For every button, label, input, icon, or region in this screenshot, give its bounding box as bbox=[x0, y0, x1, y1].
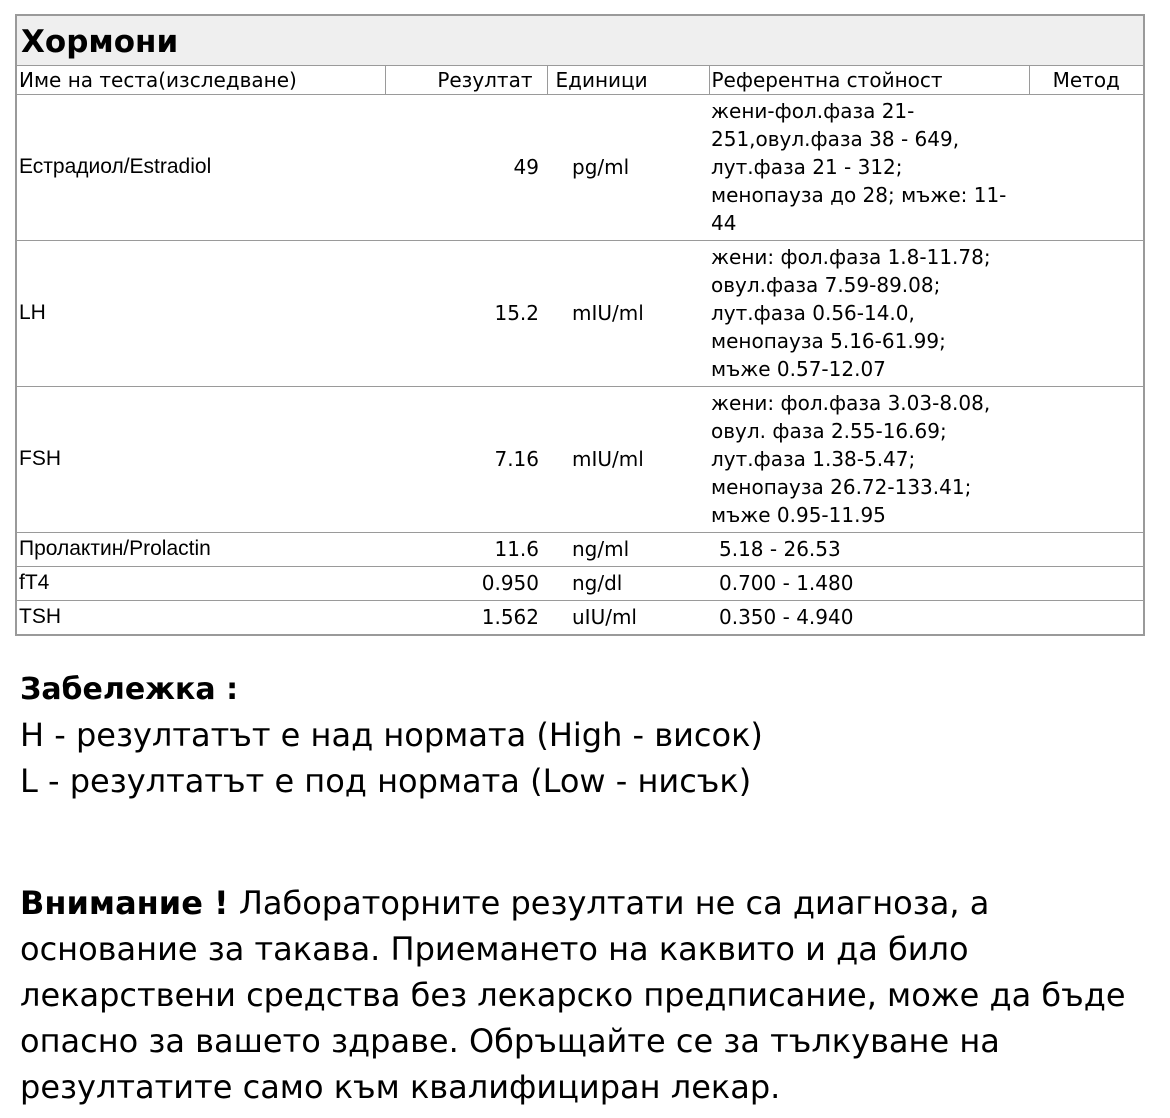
table-row bbox=[17, 386, 1143, 532]
table-row bbox=[17, 566, 1143, 600]
test-reference: 0.350 - 4.940 bbox=[719, 605, 854, 630]
test-unit: ng/ml bbox=[547, 532, 709, 566]
test-result: 49 bbox=[385, 94, 547, 240]
test-name: fT4 bbox=[17, 566, 385, 600]
test-reference: 0.700 - 1.480 bbox=[709, 566, 1029, 600]
notes-title: Забележка : bbox=[20, 672, 239, 707]
test-result: 0.950 bbox=[385, 566, 547, 600]
test-reference: жени: фол.фаза 1.8-11.78; овул.фаза 7.59-89.08; лут.фаза 0.56-14.0, менопауза 5.16-61.99; мъже 0.57-12.07 bbox=[709, 240, 1029, 386]
test-name: TSH bbox=[19, 605, 61, 629]
header-result: Резултат bbox=[385, 66, 547, 94]
test-result: 1.562 bbox=[481, 605, 539, 630]
note-low: L - резултатът е под нормата (Low - нисък) bbox=[20, 762, 752, 800]
section-title: Хормони bbox=[17, 16, 1143, 66]
results-table bbox=[17, 66, 1143, 634]
test-name: Естрадиол/Estradiol bbox=[17, 94, 385, 240]
table-row bbox=[17, 600, 1143, 634]
test-reference: жени: фол.фаза 3.03-8.08, овул. фаза 2.55-16.69; лут.фаза 1.38-5.47; менопауза 26.72-133.41; мъже 0.95-11.95 bbox=[709, 386, 1029, 532]
test-unit: uIU/ml bbox=[572, 605, 637, 630]
test-method bbox=[1029, 94, 1143, 240]
test-result: 15.2 bbox=[385, 240, 547, 386]
header-reference: Референтна стойност bbox=[709, 66, 1029, 94]
test-method bbox=[1029, 240, 1143, 386]
header-units: Единици bbox=[547, 66, 709, 94]
header-test-name: Име на теста(изследване) bbox=[17, 66, 385, 94]
test-result: 7.16 bbox=[385, 386, 547, 532]
test-result: 11.6 bbox=[385, 532, 547, 566]
test-name: FSH bbox=[17, 386, 385, 532]
warning-label: Внимание ! bbox=[20, 884, 229, 922]
test-name: LH bbox=[17, 240, 385, 386]
test-name: Пролактин/Prolactin bbox=[17, 532, 385, 566]
test-unit: pg/ml bbox=[547, 94, 709, 240]
table-row bbox=[17, 532, 1143, 566]
note-high: H - резултатът е над нормата (High - висок) bbox=[20, 716, 763, 754]
warning-text: Лабораторните резултати не са диагноза, а основание за такава. Приемането на каквито и да било лекарствени средства без лекарско предписание, може да бъде опасно за вашето здраве. Обръщайте се за тълкуване на резултатите само към квалифициран лекар. bbox=[20, 884, 1126, 1106]
test-unit: ng/dl bbox=[547, 566, 709, 600]
table-header-row bbox=[17, 66, 1143, 94]
test-method bbox=[1029, 566, 1143, 600]
table-row bbox=[17, 240, 1143, 386]
test-method bbox=[1029, 386, 1143, 532]
table-row bbox=[17, 94, 1143, 240]
warning-section bbox=[20, 880, 1155, 1110]
notes-section bbox=[20, 668, 1150, 804]
test-reference: 5.18 - 26.53 bbox=[709, 532, 1029, 566]
test-unit: mIU/ml bbox=[547, 240, 709, 386]
test-reference: жени-фол.фаза 21- 251,овул.фаза 38 - 649, лут.фаза 21 - 312; менопауза до 28; мъже: 11- 44 bbox=[709, 94, 1029, 240]
test-unit: mIU/ml bbox=[547, 386, 709, 532]
header-method: Метод bbox=[1029, 66, 1143, 94]
hormones-report bbox=[15, 14, 1145, 636]
test-method bbox=[1029, 532, 1143, 566]
test-method bbox=[1029, 600, 1143, 634]
